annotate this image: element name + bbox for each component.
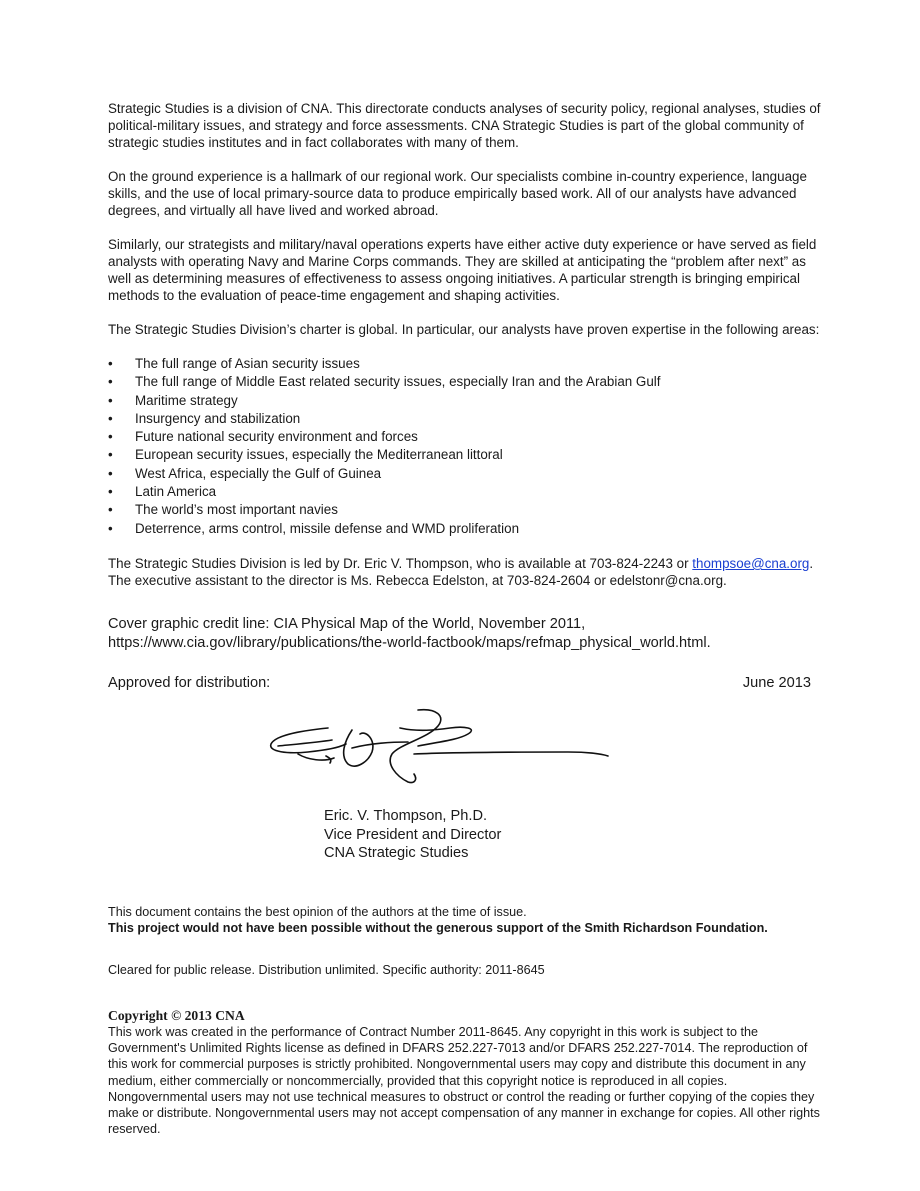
list-item [108, 428, 824, 446]
list-item-text: Maritime strategy [135, 392, 238, 408]
bullet-icon: • [108, 465, 113, 481]
list-item [108, 410, 824, 428]
assistant-contact: The executive assistant to the director is Ms. Rebecca Edelston, at 703-824-2604 or edelstonr@cna.org. [108, 572, 727, 588]
release-text: Cleared for public release. Distribution unlimited. Specific authority: 2011-8645 [108, 963, 545, 977]
list-item [108, 446, 824, 464]
copyright-body: This work was created in the performance of Contract Number 2011-8645. Any copyright in this work is subject to the Government's Unlimited Rights license as defined in DFARS 252.227-7013 and/or DFARS 252.227-7014. The reproduction of this work for commercial purposes is strictly prohibited. Nongovernmental users may copy and distribute this document in any medium, either commercially or noncommercially, provided that this copyright notice is reproduced in all copies. Nongovernmental users may not use technical measures to obstruct or control the reading or further copying of the copies they make or distribute. Nongovernmental users may not accept compensation of any manner in exchange for copies. All other rights reserved. [108, 1025, 820, 1137]
approval-row [108, 674, 824, 694]
approval-date: June 2013 [742, 674, 811, 691]
bullet-icon: • [108, 392, 113, 408]
intro-paragraph-4: The Strategic Studies Division’s charter is global. In particular, our analysts have proven expertise in the following areas: [108, 322, 820, 337]
list-item-text: The full range of Middle East related security issues, especially Iran and the Arabian Gulf [135, 374, 661, 390]
list-item [108, 465, 824, 483]
leadership-contact [108, 555, 824, 572]
list-item-text: Future national security environment and forces [135, 429, 418, 445]
copyright-block [108, 1007, 820, 1137]
list-item-text: Insurgency and stabilization [135, 410, 301, 426]
bullet-icon: • [108, 520, 113, 536]
release-statement [108, 962, 545, 978]
bullet-icon: • [108, 502, 113, 518]
list-item [108, 520, 824, 538]
bullet-icon: • [108, 429, 113, 445]
expertise-list [108, 355, 824, 538]
cover-credit-line-1: Cover graphic credit line: CIA Physical Map of the World, November 2011, [108, 615, 586, 632]
intro-paragraph-3: Similarly, our strategists and military/naval operations experts have either active duty experience or have served as field analysts with operating Navy and Marine Corps commands. They are skilled at anticipating the “problem after next” as well as determining measures of effectiveness to assess ongoing initiatives. A particular strength is bringing empirical methods to the evaluation of peace-time engagement and shaping activities. [108, 237, 817, 303]
disclaimer-line-1: This document contains the best opinion of the authors at the time of issue. [108, 905, 527, 919]
leadership-text: The Strategic Studies Division is led by Dr. Eric V. Thompson, who is available at 703-824-2243 or [108, 555, 693, 571]
disclaimer-line-2: This project would not have been possible without the generous support of the Smith Richardson Foundation. [108, 921, 768, 935]
director-email-link[interactable]: thompsoe@cna.org [692, 555, 810, 571]
list-item [108, 373, 824, 391]
copyright-heading: Copyright © 2013 CNA [108, 1008, 245, 1023]
signer-name: Eric. V. Thompson, Ph.D. [324, 808, 488, 824]
list-item-text: West Africa, especially the Gulf of Guinea [135, 465, 382, 481]
list-item [108, 483, 824, 501]
intro-paragraph-1: Strategic Studies is a division of CNA. This directorate conducts analyses of security policy, regional analyses, studies of political-military issues, and strategy and force assessments. CNA Strategic Studies is part of the global community of strategic studies institutes and in fact collaborates with many of them. [108, 101, 821, 150]
list-item [108, 355, 824, 373]
list-item-text: Latin America [135, 484, 217, 500]
list-item-text: Deterrence, arms control, missile defense and WMD proliferation [135, 520, 520, 536]
bullet-icon: • [108, 447, 113, 463]
list-item-text: The world’s most important navies [135, 502, 338, 518]
signer-title: Vice President and Director [324, 826, 502, 843]
bullet-icon: • [108, 410, 113, 426]
bullet-icon: • [108, 356, 113, 371]
list-item-text: European security issues, especially the Mediterranean littoral [135, 447, 503, 463]
bullet-icon: • [108, 374, 113, 390]
cover-credit-line-2: https://www.cia.gov/library/publications/the-world-factbook/maps/refmap_physical_world.html. [108, 634, 711, 651]
document-page [108, 100, 824, 1137]
signature-image [268, 708, 613, 786]
list-item-text: The full range of Asian security issues [135, 356, 360, 371]
signer-block [324, 807, 501, 863]
bullet-icon: • [108, 484, 113, 500]
disclaimer-block [108, 904, 828, 936]
list-item [108, 392, 824, 410]
approval-label: Approved for distribution: [108, 674, 271, 691]
list-item [108, 501, 824, 519]
leadership-period: . [809, 555, 814, 571]
cover-credit [108, 615, 824, 653]
intro-paragraph-2: On the ground experience is a hallmark of our regional work. Our specialists combine in-country experience, language skills, and the use of local primary-source data to produce empirically based work. All of our analysts have advanced degrees, and virtually all have lived and worked abroad. [108, 169, 807, 218]
signer-organization: CNA Strategic Studies [324, 845, 469, 861]
